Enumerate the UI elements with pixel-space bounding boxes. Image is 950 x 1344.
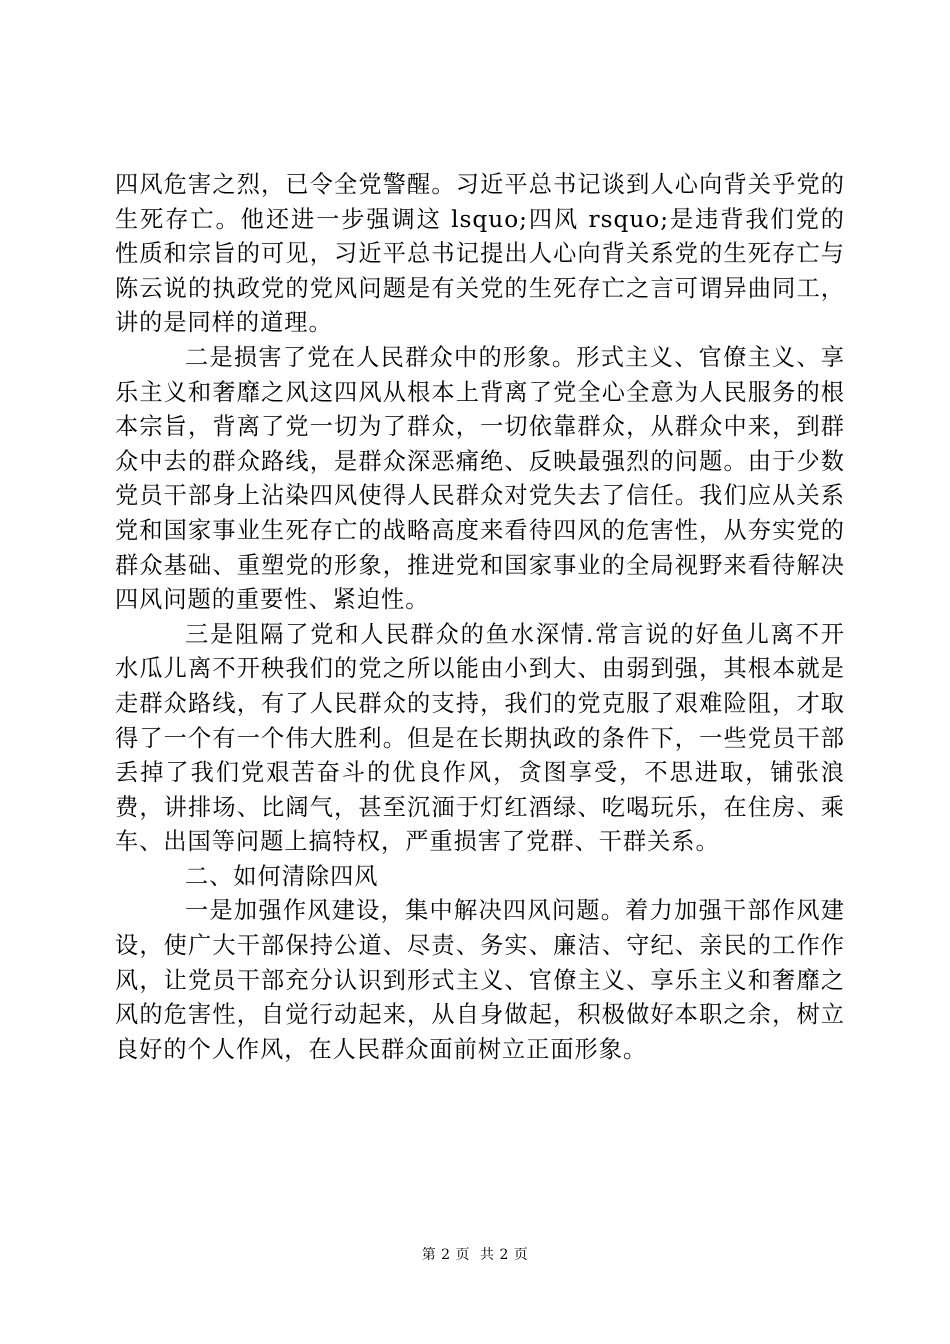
paragraph-1: 四风危害之烈，已令全党警醒。习近平总书记谈到人心向背关乎党的生死存亡。他还进一步强调这 lsquo;四风 rsquo;是违背我们党的性质和宗旨的可见，习近平总书记提出人心向背关系党的生死存亡与陈云说的执政党的党风问题是有关党的生死存亡之言可谓异曲同工，讲的是同样的道理。: [115, 171, 845, 337]
page-total: 共 2 页: [480, 1247, 529, 1263]
document-body: [115, 168, 845, 1067]
page-number: 第 2 页: [421, 1247, 470, 1263]
paragraph-3: 三是阻隔了党和人民群众的鱼水深情.常言说的好鱼儿离不开水瓜儿离不开秧我们的党之所以能由小到大、由弱到强，其根本就是走群众路线，有了人民群众的支持，我们的党克服了艰难险阻，才取得了一个有一个伟大胜利。但是在长期执政的条件下，一些党员干部丢掉了我们党艰苦奋斗的优良作风，贪图享受，不思进取，铺张浪费，讲排场、比阔气，甚至沉湎于灯红酒绿、吃喝玩乐，在住房、乘车、出国等问题上搞特权，严重损害了党群、干群关系。: [115, 620, 845, 856]
paragraph-2: 二是损害了党在人民群众中的形象。形式主义、官僚主义、享乐主义和奢靡之风这四风从根本上背离了党全心全意为人民服务的根本宗旨，背离了党一切为了群众，一切依靠群众，从群众中来，到群众中去的群众路线，是群众深恶痛绝、反映最强烈的问题。由于少数党员干部身上沾染四风使得人民群众对党失去了信任。我们应从关系党和国家事业生死存亡的战略高度来看待四风的危害性，从夯实党的群众基础、重塑党的形象，推进党和国家事业的全局视野来看待解决四风问题的重要性、紧迫性。: [115, 343, 845, 614]
section-heading: 二、如何清除四风: [185, 862, 379, 890]
paragraph-4: 一是加强作风建设，集中解决四风问题。着力加强干部作风建设，使广大干部保持公道、尽责、务实、廉洁、守纪、亲民的工作作风，让党员干部充分认识到形式主义、官僚主义、享乐主义和奢靡之风的危害性，自觉行动起来，从自身做起，积极做好本职之余，树立良好的个人作风，在人民群众面前树立正面形象。: [115, 897, 845, 1063]
page-footer: [0, 1246, 950, 1264]
